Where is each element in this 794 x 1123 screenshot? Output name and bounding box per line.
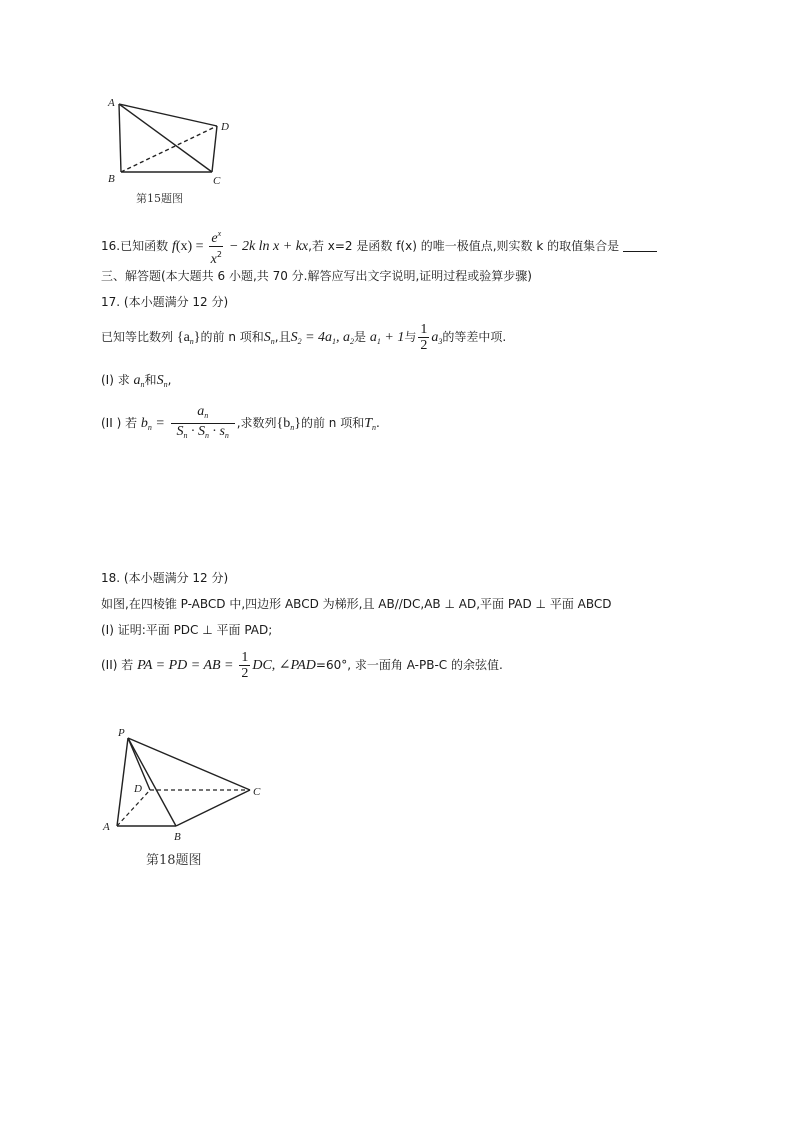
q17-part2-tail: 的前 n 项和 bbox=[300, 416, 365, 430]
q16-frac-den-sup: 2 bbox=[216, 250, 222, 259]
q17-term-a1: $a_1 + 1$ bbox=[369, 330, 405, 346]
q17-part2-mid: ,求数列 bbox=[236, 416, 277, 430]
q16-frac-den: x bbox=[210, 252, 217, 267]
q17-condition: $S_2 = 4a_1$, $a_2$ bbox=[290, 330, 355, 346]
figure-15 bbox=[100, 92, 240, 210]
fig18-label-B: B bbox=[174, 831, 181, 843]
q18-part2-eq1: PA = PD = AB = bbox=[137, 658, 234, 673]
q17-header: 17. (本小题满分 12 分) bbox=[101, 295, 229, 309]
edge-PA bbox=[117, 738, 128, 826]
q17-part2-T: $T_n$ bbox=[364, 416, 377, 432]
q18-header: 18. (本小题满分 12 分) bbox=[101, 571, 229, 585]
q17-intro-4: 是 bbox=[354, 330, 367, 344]
q17-part1-a: $a_n$ bbox=[133, 373, 145, 389]
q16-answer-blank[interactable] bbox=[623, 239, 657, 252]
question-16 bbox=[101, 226, 657, 267]
q18-part-1: (I) 证明:平面 PDC ⊥ 平面 PAD; bbox=[101, 623, 273, 637]
q17-part1-label: (I) 求 bbox=[101, 373, 130, 387]
section-3-heading: 三、解答题(本大题共 6 小题,共 70 分.解答应写出文字说明,证明过程或验算步骤) bbox=[101, 269, 532, 283]
q16-fraction bbox=[209, 226, 223, 267]
q17-intro-1: 已知等比数列 bbox=[101, 330, 174, 344]
figure-18 bbox=[100, 722, 275, 872]
q17-part2-b: $b_n$ = bbox=[140, 416, 165, 432]
q17-intro-5: 与 bbox=[404, 330, 417, 344]
q16-suffix: ,若 x=2 是函数 f(x) 的唯一极值点,则实数 k 的取值集合是 bbox=[308, 239, 620, 253]
q18-half-fraction: $\frac{1}{2}$ bbox=[241, 650, 249, 681]
q17-part2-label: (II ) 若 bbox=[101, 416, 138, 430]
fig18-label-C: C bbox=[253, 786, 261, 798]
q16-func-var: (x) = bbox=[175, 239, 204, 254]
q17-part1-and: 和 bbox=[144, 373, 157, 387]
fig18-label-D: D bbox=[134, 783, 142, 795]
edge-PB bbox=[128, 738, 176, 826]
q17-part1-S: $S_n$ bbox=[156, 373, 168, 389]
fig15-label-A: A bbox=[108, 97, 115, 109]
fig18-caption: 第18题图 bbox=[146, 853, 202, 868]
q18-part2-deg: =60° bbox=[315, 658, 348, 672]
q18-intro: 如图,在四棱锥 P-ABCD 中,四边形 ABCD 为梯形,且 AB//DC,AB ⊥ AD,平面 PAD ⊥ 平面 ABCD bbox=[101, 597, 612, 611]
q17-part2-fraction: $\frac{a_n}{S_n \cdot S_n \cdot s_n}$ bbox=[171, 404, 235, 443]
q16-number: 16. bbox=[101, 239, 121, 253]
q17-part2-seq: $\{b_n\}$ bbox=[276, 416, 301, 432]
fig15-label-D: D bbox=[221, 121, 229, 133]
q18-part2-label: (II) 若 bbox=[101, 658, 134, 672]
q17-part1-end: , bbox=[167, 373, 172, 387]
fig18-label-P: P bbox=[118, 727, 125, 739]
edge-AD-dashed bbox=[117, 790, 150, 826]
edge-AB bbox=[119, 104, 121, 172]
fig15-caption: 第15题图 bbox=[136, 192, 183, 205]
q17-seq-a: $\{a_n\}$ bbox=[176, 330, 201, 346]
fig18-label-A: A bbox=[103, 821, 110, 833]
q17-half-fraction: $\frac{1}{2}$ bbox=[420, 322, 428, 353]
q17-intro-3: ,且 bbox=[274, 330, 291, 344]
q16-func-rest: − 2k ln x + kx bbox=[229, 239, 309, 254]
q16-frac-num-sup: x bbox=[217, 229, 222, 238]
edge-CD bbox=[212, 126, 217, 172]
q16-frac-num: e bbox=[211, 231, 218, 246]
q17-term-a3: $a_3$ bbox=[431, 330, 443, 346]
q17-part2-end: . bbox=[376, 416, 380, 430]
q17-intro-2: 的前 n 项和 bbox=[200, 330, 264, 344]
q16-prefix: 已知函数 bbox=[120, 239, 169, 253]
q17-part-1 bbox=[101, 370, 171, 395]
q17-S: $S_n$ bbox=[263, 330, 275, 346]
fig15-label-B: B bbox=[108, 173, 115, 185]
q16-func-lhs: f bbox=[171, 239, 176, 254]
fig15-label-C: C bbox=[213, 175, 221, 187]
q17-intro bbox=[101, 322, 506, 357]
q17-intro-6: 的等差中项. bbox=[442, 330, 507, 344]
q18-part-2 bbox=[101, 648, 503, 683]
edge-BC bbox=[176, 790, 250, 826]
q18-part2-tail: , 求一面角 A-PB-C 的余弦值. bbox=[347, 658, 503, 672]
q18-part2-eq2: DC, ∠PAD bbox=[252, 658, 316, 673]
q17-part-2 bbox=[101, 404, 380, 446]
